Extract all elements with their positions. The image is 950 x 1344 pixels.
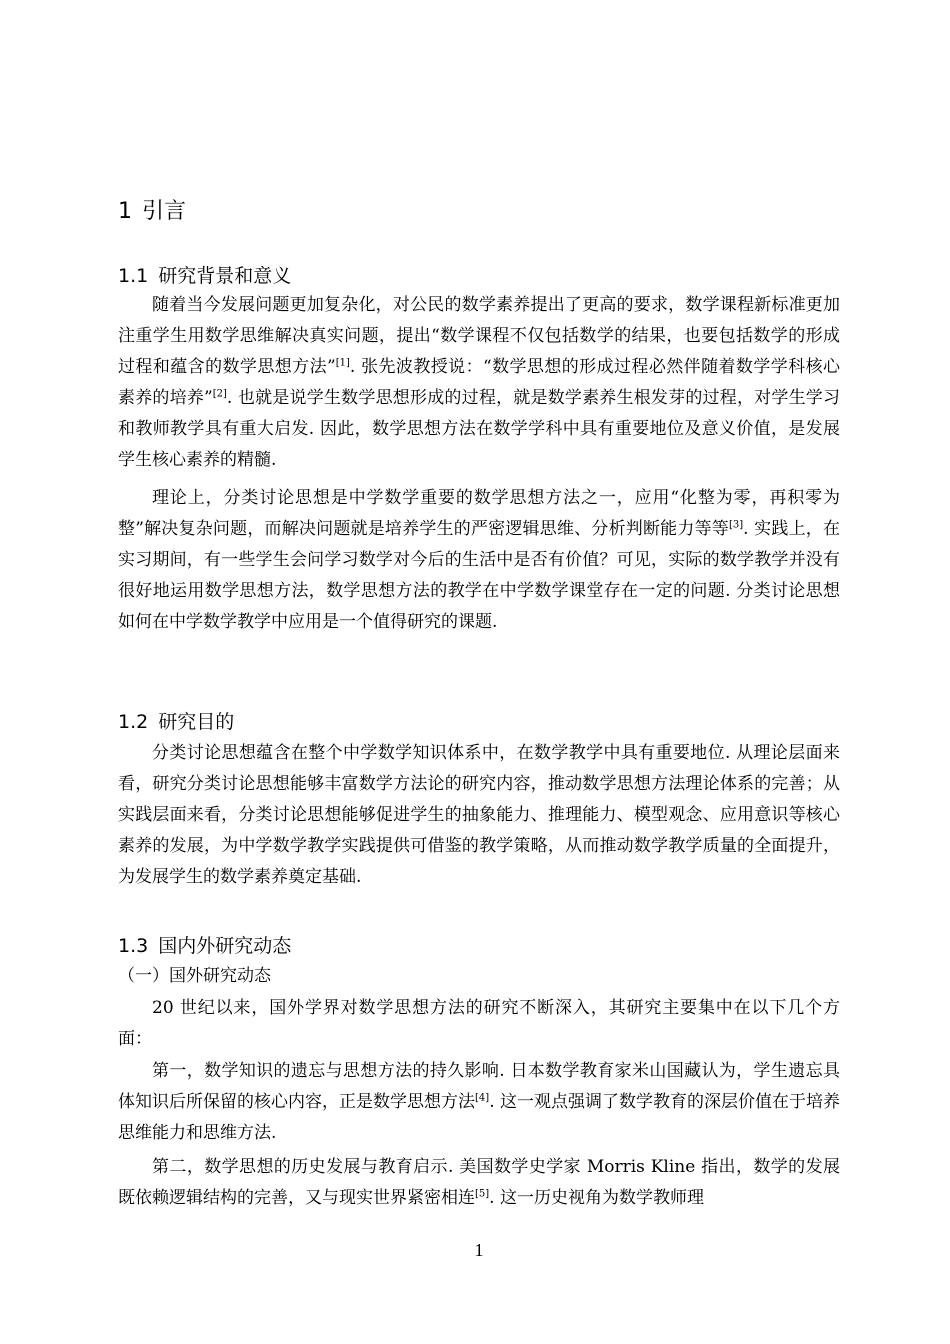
paragraph-purpose [118, 738, 840, 893]
paper-page [118, 0, 840, 1344]
section-heading-1-2 [118, 708, 234, 736]
paragraph-background-2 [118, 483, 840, 638]
citation-ref: [5] [475, 1188, 490, 1200]
paragraph-text: . 张先波教授说：“数学思想的形成过程必然伴随着数学学科核心素养的培养” [118, 357, 840, 408]
paragraph-text: 理论上，分类讨论思想是中学数学重要的数学思想方法之一，应用“化整为零，再积零为整”解决复杂问题，而解决问题就是培养学生的严密逻辑思维、分析判断能力等等 [118, 488, 840, 539]
citation-ref: [2] [212, 388, 227, 400]
paragraph-foreign-first [118, 1056, 840, 1149]
chapter-title: 引言 [142, 199, 187, 224]
paragraph-text: . 这一观点强调了数学教育的深层价值在于培养思维能力和思维方法. [118, 1092, 841, 1143]
citation-ref: [3] [729, 519, 744, 531]
section-title: 国内外研究动态 [158, 935, 292, 957]
paragraph-text: 分类讨论思想蕴含在整个中学数学知识体系中，在数学教学中具有重要地位. 从理论层面来看，研究分类讨论思想能够丰富数学方法论的研究内容，推动数学思想方法理论体系的完善；从实践层面来看，分类讨论思想能够促进学生的抽象能力、推理能力、模型观念、应用意识等核心素养的发展，为中学数学教学实践提供可借鉴的教学策略，从而推动数学教学质量的全面提升，为发展学生的数学素养奠定基础. [118, 743, 840, 887]
paragraph-text: 第二，数学思想的历史发展与教育启示. 美国数学史学家 Morris Kline 指出，数学的发展既依赖逻辑结构的完善，又与现实世界紧密相连 [118, 1157, 840, 1208]
section-title: 研究背景和意义 [158, 265, 292, 287]
page-number: 1 [474, 1240, 484, 1260]
citation-ref: [4] [475, 1092, 490, 1104]
paragraph-text: . 也就是说学生数学思想形成的过程，就是数学素养生根发芽的过程，对学生学习和教师教学具有重大启发. 因此，数学思想方法在数学学科中具有重要地位及意义价值，是发展学生核心素养的精髓. [118, 388, 840, 470]
paragraph-foreign-second [118, 1152, 840, 1214]
citation-ref: [1] [335, 357, 350, 369]
section-title: 研究目的 [158, 711, 235, 733]
paragraph-text: 第一，数学知识的遗忘与思想方法的持久影响. 日本数学教育家米山国藏认为，学生遗忘具体知识后所保留的核心内容，正是数学思想方法 [118, 1061, 840, 1112]
paragraph-text: . 这一历史视角为数学教师理 [489, 1188, 704, 1208]
section-heading-1-1 [118, 262, 291, 290]
chapter-number: 1 [118, 199, 132, 224]
subsection-heading-foreign: （一）国外研究动态 [118, 966, 271, 986]
paragraph-text: . 实践上，在实习期间，有一些学生会问学习数学对今后的生活中是否有价值？可见，实际的数学教学并没有很好地运用数学思想方法，数学思想方法的教学在中学数学课堂存在一定的问题. 分类讨论思想如何在中学数学教学中应用是一个值得研究的课题. [118, 519, 840, 632]
section-number: 1.1 [118, 265, 149, 287]
section-number: 1.2 [118, 711, 149, 733]
paragraph-text: 随着当今发展问题更加复杂化，对公民的数学素养提出了更高的要求，数学课程新标准更加注重学生用数学思维解决真实问题，提出“数学课程不仅包括数学的结果，也要包括数学的形成过程和蕴含的数学思想方法” [118, 295, 840, 377]
section-number: 1.3 [118, 935, 149, 957]
paragraph-foreign-intro [118, 993, 840, 1055]
paragraph-text: 20 世纪以来，国外学界对数学思想方法的研究不断深入，其研究主要集中在以下几个方面： [118, 998, 840, 1049]
chapter-heading [118, 196, 186, 228]
section-heading-1-3 [118, 932, 291, 960]
paragraph-background-1 [118, 290, 840, 476]
